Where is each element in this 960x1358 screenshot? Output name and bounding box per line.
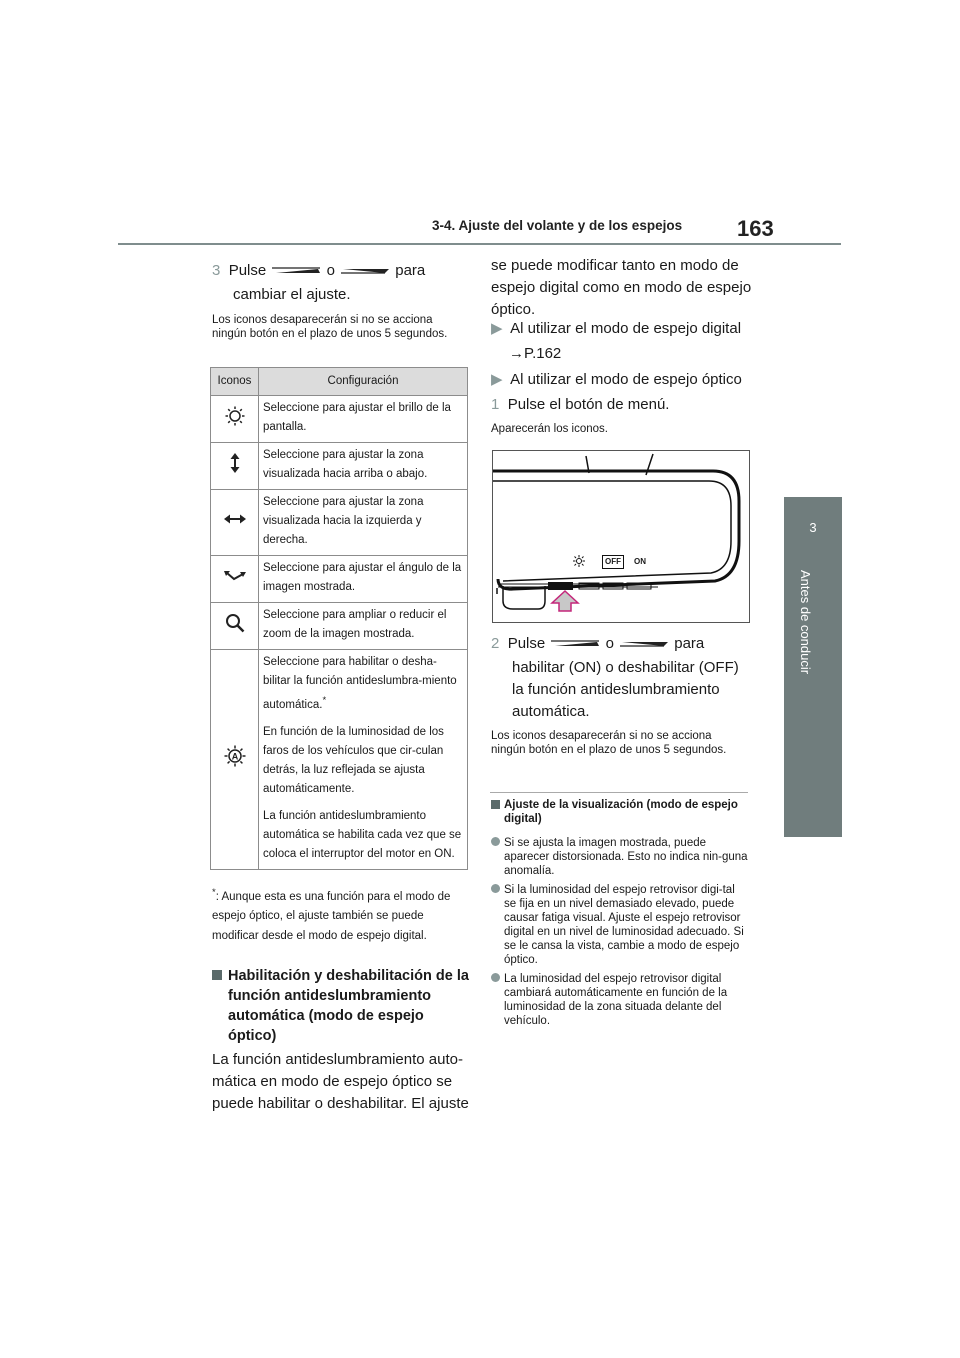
- page-number: 163: [737, 216, 774, 241]
- mirror-drawing: [493, 451, 749, 622]
- step-2-line: automática.: [512, 703, 590, 720]
- icon-cell: [211, 443, 259, 490]
- angle-icon: [224, 570, 246, 582]
- step-3: [212, 260, 472, 282]
- config-text: [263, 653, 463, 715]
- config-text: Seleccione para ajustar la zona visualizada hacia la izquierda y derecha.: [263, 496, 424, 546]
- list-item-text: Si la luminosidad del espejo retrovisor digi-tal se fija en un nivel demasiado elevado, puede causar fatiga visual. Ajuste el espejo retrovisor digital en un nivel de luminosidad adecuado. Si se le cansa la vista, cambie a modo de espejo óptico.: [504, 884, 744, 966]
- config-cell: [259, 490, 468, 556]
- step-2-line: habilitar (ON) o deshabilitar (OFF): [512, 659, 739, 676]
- step-text-para: para: [674, 635, 705, 652]
- icons-table: [210, 367, 468, 870]
- footnote-text: : Aunque esta es una función para el modo de espejo óptico, el ajuste también se puede modificar desde el modo de espejo digital.: [212, 890, 451, 942]
- triangle-bullet-icon: ▶: [491, 320, 503, 337]
- config-text-part: Seleccione para habilitar o desha-bilitar la función antideslumbra-miento automática.: [263, 656, 457, 711]
- chapter-tab-number: [784, 497, 842, 557]
- zoom-icon: [225, 613, 245, 633]
- svg-text:A: A: [231, 751, 238, 762]
- right-button-icon: [339, 265, 391, 277]
- section-rule: [490, 792, 748, 793]
- footnote-marker: *: [322, 695, 327, 706]
- icon-cell: [211, 396, 259, 443]
- header-rule: [118, 243, 841, 245]
- bullet-dot-icon: [491, 973, 500, 982]
- note-icons-appear: Aparecerán los iconos.: [491, 423, 608, 435]
- step-number: 1: [491, 396, 500, 413]
- table-row: [211, 556, 468, 603]
- sub-item-text: Al utilizar el modo de espejo óptico: [510, 371, 742, 388]
- icon-cell: [211, 650, 259, 870]
- col-icons-header: Iconos: [211, 368, 259, 396]
- step-text-pulse: Pulse: [228, 262, 267, 279]
- icon-cell: [211, 556, 259, 603]
- config-cell: [259, 443, 468, 490]
- step-1: [491, 394, 753, 416]
- step-number: 3: [212, 262, 221, 279]
- page-reference[interactable]: [509, 343, 561, 365]
- footnote-mark: *: [212, 887, 216, 898]
- arrow-right-icon: →: [509, 345, 524, 362]
- table-row: [211, 603, 468, 650]
- bullet-list: [491, 836, 749, 1028]
- note-icons-disappear: Los iconos desaparecerán si no se acciona ningún botón en el plazo de unos 5 segundos.: [212, 314, 448, 340]
- config-cell: [259, 603, 468, 650]
- config-text: Seleccione para ajustar el ángulo de la imagen mostrada.: [263, 562, 462, 593]
- brightness-icon: [573, 555, 585, 567]
- up-down-arrow-icon: [228, 453, 242, 473]
- icon-cell: [211, 490, 259, 556]
- config-cell: [259, 650, 468, 870]
- section-square-icon: [212, 970, 222, 980]
- list-item-text: Si se ajusta la imagen mostrada, puede aparecer distorsionada. Esto no indica nin-guna anomalía.: [504, 837, 748, 877]
- list-item: [491, 972, 749, 1028]
- step-text-pulse: Pulse: [507, 635, 546, 652]
- icon-cell: [211, 603, 259, 650]
- table-row: [211, 490, 468, 556]
- bullet-dot-icon: [491, 837, 500, 846]
- list-item-text: La luminosidad del espejo retrovisor digital cambiará automáticamente en función de la luminosidad de la zona situada delante del vehículo.: [504, 973, 728, 1027]
- table-row: [211, 650, 468, 870]
- section2-title: Ajuste de la visualización (modo de espejo digital): [504, 799, 738, 825]
- config-cell: [259, 556, 468, 603]
- auto-antiglare-icon: [224, 745, 246, 767]
- list-item: [491, 883, 749, 967]
- body-text: La función antideslumbramiento auto-mática en modo de espejo óptico se puede habilitar o deshabilitar. El ajuste: [212, 1051, 469, 1112]
- step-text-para: para: [395, 262, 426, 279]
- step-2-line: la función antideslumbramiento: [512, 681, 720, 698]
- step-text-or: o: [605, 635, 614, 652]
- config-text: En función de la luminosidad de los faros de los vehículos que cir-culan detrás, la luz reflejada se ajusta automáticamente.: [263, 725, 444, 795]
- left-button-icon: [549, 638, 601, 650]
- brightness-icon: [225, 406, 245, 426]
- section-title: Habilitación y deshabilitación de la función antideslumbramiento automática (modo de espejo óptico): [228, 968, 469, 1044]
- chapter-tab-label: Antes de conducir: [798, 570, 813, 675]
- on-label: ON: [634, 557, 646, 566]
- chapter-title: 3-4. Ajuste del volante y de los espejos: [432, 218, 683, 233]
- config-text: Seleccione para ampliar o reducir el zoom de la imagen mostrada.: [263, 609, 447, 640]
- config-text: La función antideslumbramiento automática se habilita cada vez que se coloca el interruptor del motor en ON.: [263, 809, 462, 860]
- left-right-arrow-icon: [224, 513, 246, 525]
- sub-item-text: Al utilizar el modo de espejo digital: [510, 320, 742, 337]
- section-square-icon: [491, 800, 500, 809]
- mirror-illustration: [492, 450, 750, 623]
- step-number: 2: [491, 635, 500, 652]
- sub-item-digital: [491, 318, 753, 340]
- table-row: [211, 396, 468, 443]
- chapter-number: 3: [809, 519, 817, 535]
- footnote: [212, 883, 470, 946]
- page-ref-text[interactable]: P.162: [524, 345, 562, 362]
- bullet-dot-icon: [491, 884, 500, 893]
- col-config-header: Configuración: [259, 368, 468, 396]
- table-row: [211, 443, 468, 490]
- chapter-tab: [784, 557, 842, 837]
- step-3-line2: cambiar el ajuste.: [233, 286, 351, 303]
- note-icons-disappear: Los iconos desaparecerán si no se acciona ningún botón en el plazo de unos 5 segundos.: [491, 730, 727, 756]
- left-button-icon: [270, 265, 322, 277]
- off-button-icon: OFF: [602, 555, 624, 569]
- step-2: [491, 633, 753, 655]
- config-text: Seleccione para ajustar el brillo de la pantalla.: [263, 402, 451, 433]
- list-item: [491, 836, 749, 878]
- right-button-icon: [618, 638, 670, 650]
- table-header-row: [211, 368, 468, 396]
- section2-heading: [491, 798, 749, 826]
- section-heading: [212, 966, 474, 1046]
- config-cell: [259, 396, 468, 443]
- config-text: Seleccione para ajustar la zona visualizada hacia arriba o abajo.: [263, 449, 428, 480]
- sub-item-optical: [491, 369, 753, 391]
- step-text: Pulse el botón de menú.: [507, 396, 670, 413]
- step-text-or: o: [326, 262, 335, 279]
- triangle-bullet-icon: ▶: [491, 371, 503, 388]
- body-text-cont: se puede modificar tanto en modo de espejo digital como en modo de espejo óptico.: [491, 257, 752, 318]
